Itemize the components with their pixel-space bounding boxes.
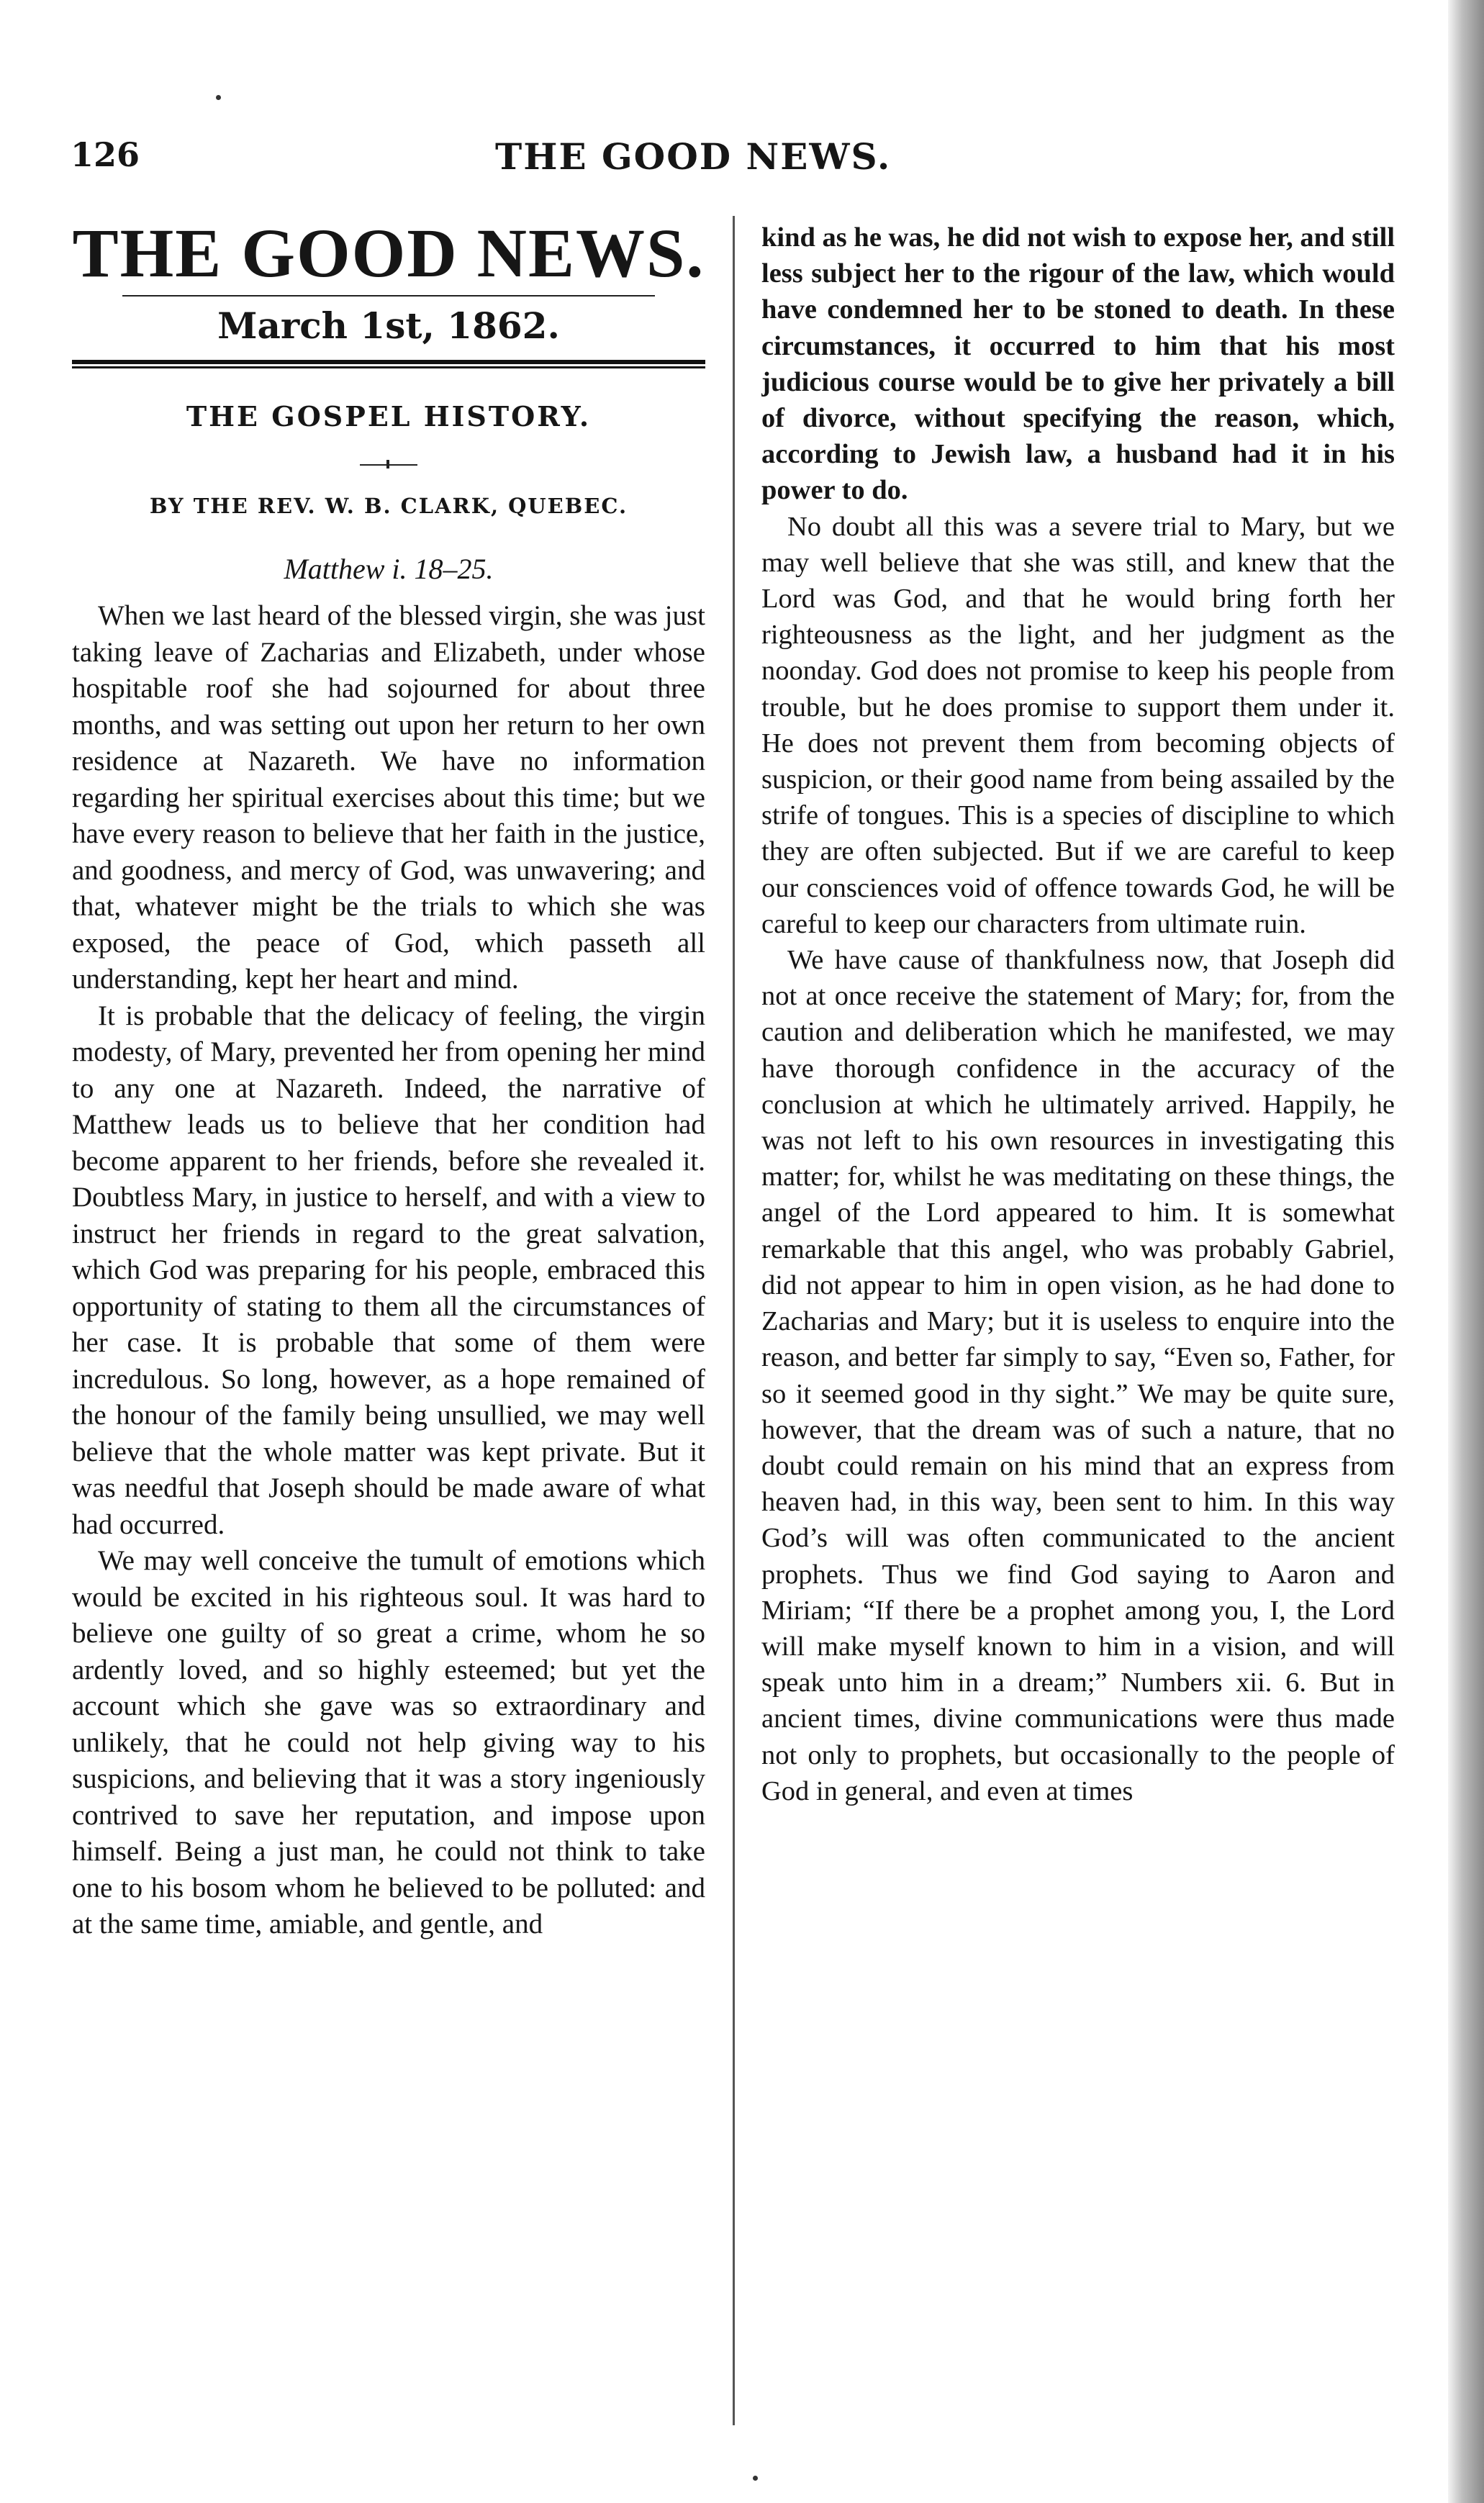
ink-speck <box>216 95 221 100</box>
ornament-rule <box>360 464 417 466</box>
article-byline: BY THE REV. W. B. CLARK, QUEBEC. <box>149 494 628 519</box>
paragraph: When we last heard of the blessed virgin, she was just taking leave of Zacharias and Elizabeth, under whose hospitable roof she had sojourned for about three months, and was setting out upon her return to her own residence at Nazareth. We have no information regarding her spiritual exercises about this time; but we have every reason to believe that her faith in the justice, and goodness, and mercy of God, was unwavering; and that, whatever might be the trials to which she was exposed, the peace of God, which passeth all understanding, kept her heart and mind. <box>72 600 705 995</box>
paragraph: We may well conceive the tumult of emotions which would be excited in his righteous soul. It was hard to believe one guilty of so great a crime, whom he so ardently loved, and so highly esteemed; but yet the account which she gave was so extraordinary and unlikely, that he could not help giving way to his suspicions, and believing that it was a story ingeniously contrived to save her reputation, and impose upon himself. Being a just man, he could not think to take one to his bosom whom he believed to be polluted: and at the same time, amiable, and gentle, and <box>72 1545 705 1940</box>
paragraph-continuation: kind as he was, he did not wish to expose her, and still less subject her to the rigour of the law, which would have condemned her to be stoned to death. In these circumstances, it occurred to him that his most judicious course would be to give her privately a bill of divorce, without specifying the reason, which, according to Jewish law, a husband had it in his power to do. <box>761 222 1395 506</box>
page-edge-shadow <box>1448 0 1484 2503</box>
article-title: THE GOSPEL HISTORY. <box>186 399 592 433</box>
ink-speck <box>753 2476 758 2481</box>
column-rule <box>733 216 735 2425</box>
paragraph: No doubt all this was a severe trial to Mary, but we may well believe that she was still, and knew that the Lord was God, and that he would bring forth her righteousness as the light, and her judgment as the noonday. God does not promise to keep his people from trouble, but he does promise to support them under it. He does not prevent them from becoming objects of suspicion, or their good name from being assailed by the strife of tongues. This is a species of discipline to which they are often subjected. But if we are careful to keep our consciences void of offence towards God, he will be careful to keep our characters from ultimate ruin. <box>761 511 1395 939</box>
scripture-reference: Matthew i. 18–25. <box>284 553 494 586</box>
left-column <box>72 216 705 2483</box>
masthead-rule <box>122 295 655 297</box>
double-rule <box>72 360 705 368</box>
paragraph: We have cause of thankfulness now, that Joseph did not at once receive the statement of Mary; for, from the caution and deliberation which he manifested, we may have thorough confidence in the accuracy of the conclusion at which he ultimately arrived. Happily, he was not left to his own resources in investigating this matter; for, whilst he was meditating on these things, the angel of the Lord appeared to him. It is somewhat remarkable that this angel, who was probably Gabriel, did not appear to him in open vision, as he had done to Zacharias and Mary; but it is useless to enquire into the reason, and better far simply to say, “Even so, Father, for so it seemed good in thy sight.” We may be quite sure, however, that the dream was of such a nature, that no doubt could remain on his mind that an express from heaven had, in this way, been sent to him. In this way God’s will was often communicated to the ancient prophets. Thus we find God saying to Aaron and Miriam; “If there be a prophet among you, I, the Lord will make myself known to him in a vision, and will speak unto him in a dream;” Numbers xii. 6. But in ancient times, divine communications were thus made not only to prophets, but occasionally to the people of God in general, and even at times <box>761 945 1395 1806</box>
issue-date: March 1st, 1862. <box>217 304 560 347</box>
paragraph: It is probable that the delicacy of feeling, the virgin modesty, of Mary, prevented her from opening her mind to any one at Nazareth. Indeed, the narrative of Matthew leads us to believe that her condition had become apparent to her friends, before she revealed it. Doubtless Mary, in justice to herself, and with a view to instruct her friends in regard to the great salvation, which God was preparing for his people, embraced this opportunity of stating to them all the circumstances of her case. It is probable that some of them were incredulous. So long, however, as a hope remained of the honour of the family being unsullied, we may well believe that the whole matter was kept private. But it was needful that Joseph should be made aware of what had occurred. <box>72 1000 705 1540</box>
running-head <box>71 135 1424 186</box>
masthead-title: THE GOOD NEWS. <box>72 216 705 291</box>
running-title: THE GOOD NEWS. <box>495 135 892 178</box>
right-column <box>761 219 1395 2483</box>
page-number: 126 <box>71 135 140 174</box>
